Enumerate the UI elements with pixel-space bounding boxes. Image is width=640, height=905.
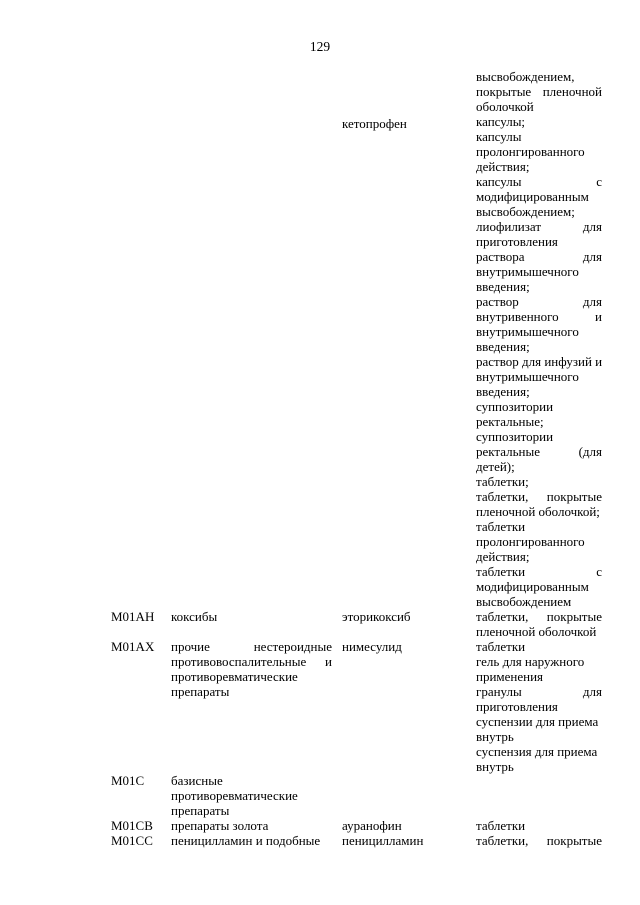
atc-group — [171, 818, 332, 833]
cell-text: приготовления — [476, 699, 558, 714]
atc-group — [171, 773, 332, 818]
cell-text: таблетки, — [476, 609, 529, 624]
cell-text: и — [325, 654, 332, 669]
cell-line — [476, 519, 602, 534]
cell-line — [476, 159, 602, 174]
cell-line — [476, 174, 602, 189]
cell-text: противоревматические — [171, 669, 298, 684]
cell-line — [476, 594, 602, 609]
cell-line — [476, 639, 602, 654]
cell-text: внутрь — [476, 729, 514, 744]
cell-line — [476, 309, 602, 324]
cell-line — [476, 579, 602, 594]
cell-line — [476, 189, 602, 204]
cell-text: введения; — [476, 279, 530, 294]
cell-text: введения; — [476, 339, 530, 354]
cell-line — [171, 639, 332, 654]
cell-line — [476, 534, 602, 549]
cell-text: суппозитории — [476, 399, 554, 414]
cell-text: ректальные — [476, 444, 541, 459]
cell-line — [476, 564, 602, 579]
cell-line — [476, 429, 602, 444]
cell-text: суппозитории — [476, 429, 554, 444]
cell-text: ректальные; — [476, 414, 544, 429]
cell-text: раствора — [476, 249, 525, 264]
cell-text: высвобождением; — [476, 204, 575, 219]
cell-line — [476, 549, 602, 564]
cell-line — [171, 803, 332, 818]
cell-text: препараты золота — [171, 818, 269, 833]
cell-text: капсулы; — [476, 114, 526, 129]
cell-text: внутримышечного — [476, 324, 579, 339]
cell-text: прочие — [171, 639, 210, 654]
cell-line — [476, 489, 602, 504]
inn-name: ауранофин — [342, 818, 402, 833]
cell-text: таблетки, — [476, 833, 529, 848]
cell-line — [476, 144, 602, 159]
cell-text: противоревматические — [171, 788, 298, 803]
cell-text: и — [595, 309, 602, 324]
cell-text: пеницилламин и подобные — [171, 833, 321, 848]
dosage-forms — [476, 833, 602, 848]
cell-line — [476, 354, 602, 369]
cell-text: коксибы — [171, 609, 218, 624]
inn-name: кетопрофен — [342, 116, 407, 131]
cell-line — [476, 384, 602, 399]
cell-line — [476, 399, 602, 414]
cell-text: таблетки; — [476, 474, 529, 489]
dosage-forms — [476, 609, 602, 639]
cell-line — [476, 339, 602, 354]
cell-text: таблетки — [476, 519, 526, 534]
cell-text: внутримышечного — [476, 264, 579, 279]
cell-text: таблетки, — [476, 489, 529, 504]
cell-text: пленочной оболочкой; — [476, 504, 600, 519]
cell-text: покрытые — [546, 609, 602, 624]
cell-line — [476, 84, 602, 99]
cell-text: высвобождением — [476, 594, 572, 609]
cell-line — [476, 279, 602, 294]
cell-line — [476, 669, 602, 684]
cell-text: модифицированным — [476, 579, 589, 594]
cell-line — [476, 609, 602, 624]
cell-text: для — [582, 684, 602, 699]
cell-text: капсулы — [476, 129, 522, 144]
cell-line — [476, 654, 602, 669]
cell-text: гель для наружного — [476, 654, 585, 669]
cell-line — [476, 474, 602, 489]
atc-code: M01CC — [111, 833, 153, 848]
atc-code: M01C — [111, 773, 145, 788]
cell-text: для — [582, 294, 602, 309]
cell-text: таблетки — [476, 818, 526, 833]
cell-text: пролонгированного — [476, 534, 585, 549]
cell-text: противовоспалительные — [171, 654, 307, 669]
cell-line — [476, 699, 602, 714]
cell-line — [476, 204, 602, 219]
cell-text: препараты — [171, 684, 230, 699]
cell-text: таблетки — [476, 564, 526, 579]
inn-name: эторикоксиб — [342, 609, 411, 624]
cell-line — [476, 99, 602, 114]
cell-line — [476, 759, 602, 774]
dosage-forms — [476, 818, 602, 833]
dosage-forms — [476, 69, 602, 609]
cell-text: введения; — [476, 384, 530, 399]
cell-line — [476, 504, 602, 519]
cell-text: модифицированным — [476, 189, 589, 204]
cell-text: базисные — [171, 773, 223, 788]
cell-text: покрытые — [476, 84, 532, 99]
cell-text: действия; — [476, 159, 530, 174]
cell-line — [171, 788, 332, 803]
cell-text: раствор для инфузий и — [476, 354, 603, 369]
cell-line — [476, 114, 602, 129]
cell-line — [171, 609, 332, 624]
cell-line — [476, 818, 602, 833]
cell-text: суспензии для приема — [476, 714, 599, 729]
cell-line — [476, 714, 602, 729]
cell-text: приготовления — [476, 234, 558, 249]
cell-text: покрытые — [546, 833, 602, 848]
cell-line — [476, 264, 602, 279]
atc-group — [171, 833, 332, 848]
cell-text: с — [596, 564, 602, 579]
cell-line — [171, 773, 332, 788]
cell-line — [476, 444, 602, 459]
cell-line — [476, 833, 602, 848]
cell-text: пленочной — [542, 84, 602, 99]
cell-line — [476, 324, 602, 339]
cell-line — [476, 744, 602, 759]
cell-text: высвобождением, — [476, 69, 575, 84]
cell-text: оболочкой — [476, 99, 534, 114]
cell-line — [476, 234, 602, 249]
cell-line — [476, 294, 602, 309]
cell-text: для — [582, 219, 602, 234]
cell-text: действия; — [476, 549, 530, 564]
cell-text: лиофилизат — [476, 219, 542, 234]
cell-text: капсулы — [476, 174, 522, 189]
cell-line — [171, 654, 332, 669]
cell-line — [476, 729, 602, 744]
cell-text: с — [596, 174, 602, 189]
cell-text: внутривенного — [476, 309, 559, 324]
atc-code: M01CB — [111, 818, 153, 833]
cell-text: для — [582, 249, 602, 264]
cell-line — [476, 249, 602, 264]
inn-name: нимесулид — [342, 639, 402, 654]
atc-group — [171, 609, 332, 624]
dosage-forms — [476, 639, 602, 774]
atc-code: M01AX — [111, 639, 155, 654]
cell-text: гранулы — [476, 684, 522, 699]
page-number: 129 — [309, 39, 331, 54]
cell-line — [476, 414, 602, 429]
cell-text: применения — [476, 669, 544, 684]
cell-line — [171, 833, 332, 848]
cell-text: внутрь — [476, 759, 514, 774]
cell-text: пленочной оболочкой — [476, 624, 597, 639]
cell-text: препараты — [171, 803, 230, 818]
cell-line — [171, 684, 332, 699]
cell-line — [476, 129, 602, 144]
cell-line — [476, 219, 602, 234]
cell-line — [476, 684, 602, 699]
cell-text: нестероидные — [253, 639, 332, 654]
cell-line — [476, 459, 602, 474]
cell-line — [171, 669, 332, 684]
cell-text: детей); — [476, 459, 515, 474]
cell-text: таблетки — [476, 639, 526, 654]
cell-line — [476, 624, 602, 639]
cell-text: покрытые — [546, 489, 602, 504]
cell-line — [171, 818, 332, 833]
inn-name: пеницилламин — [342, 833, 424, 848]
cell-line — [476, 369, 602, 384]
atc-group — [171, 639, 332, 699]
cell-text: раствор — [476, 294, 519, 309]
cell-text: суспензия для приема — [476, 744, 598, 759]
cell-text: внутримышечного — [476, 369, 579, 384]
atc-code: M01AH — [111, 609, 155, 624]
cell-line — [476, 69, 602, 84]
cell-text: (для — [578, 444, 602, 459]
cell-text: пролонгированного — [476, 144, 585, 159]
